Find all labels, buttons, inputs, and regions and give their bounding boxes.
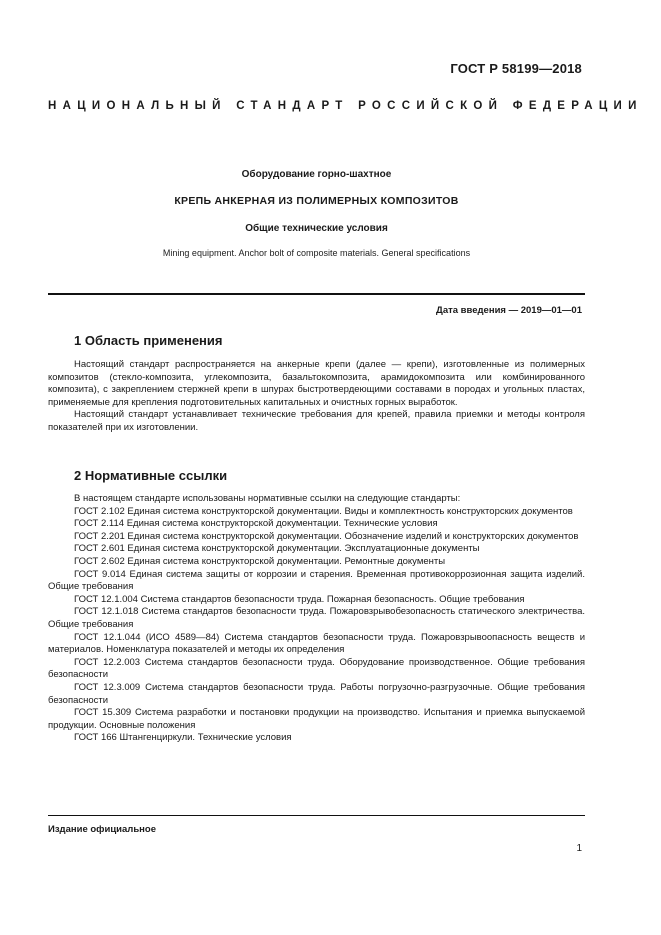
paragraph: Настоящий стандарт распространяется на анкерные крепи (далее — крепи), изготовленные из полимерных композитов (стекло-композита, углекомпозита, базальтокомпозита, арамидокомпозита или комбинированного композита), с закреплением стержней крепи в шпурах быстротвердеющими составами в породах и угольных пластах, применяемые для крепления подготовительных капитальных и очистных горных выработок. [48,359,585,408]
document-number: ГОСТ Р 58199—2018 [450,61,582,76]
reference-item: ГОСТ 15.309 Система разработки и постановки продукции на производство. Испытания и приемка выпускаемой продукции. Основные положения [48,707,585,731]
section-heading: 2 Нормативные ссылки [74,468,228,483]
reference-item: ГОСТ 12.1.044 (ИСО 4589—84) Система стандартов безопасности труда. Пожаровзрывоопасность веществ и материалов. Номенклатура показателей и методы их определения [48,631,585,656]
reference-item: ГОСТ 12.2.003 Система стандартов безопасности труда. Оборудование производственное. Общие требования безопасности [48,656,585,681]
official-edition-label: Издание официальное [48,824,156,835]
reference-item: ГОСТ 9.014 Единая система защиты от коррозии и старения. Временная противокоррозионная защита изделий. Общие требования [48,568,585,593]
document-subtitle: Общие технические условия [245,223,388,234]
reference-item: ГОСТ 2.102 Единая система конструкторской документации. Виды и комплектность конструкторских документов [74,505,573,517]
title-field: Оборудование горно-шахтное [241,169,392,180]
page-number: 1 [576,843,582,854]
footer-divider [48,815,585,816]
reference-item: ГОСТ 166 Штангенциркули. Технические условия [74,732,292,744]
reference-item: ГОСТ 12.3.009 Система стандартов безопасности труда. Работы погрузочно-разгрузочные. Общие требования безопасности [48,681,585,706]
section-heading: 1 Область применения [74,333,223,348]
title-divider [48,293,585,295]
reference-item: ГОСТ 2.602 Единая система конструкторской документации. Ремонтные документы [74,555,446,567]
reference-item: ГОСТ 2.114 Единая система конструкторской документации. Технические условия [74,518,438,530]
national-standard-heading: НАЦИОНАЛЬНЫЙ СТАНДАРТ РОССИЙСКОЙ ФЕДЕРАЦИИ [48,100,643,112]
reference-item: ГОСТ 12.1.004 Система стандартов безопасности труда. Пожарная безопасность. Общие требования [74,593,525,605]
section-normative-references [48,468,585,745]
paragraph: В настоящем стандарте использованы нормативные ссылки на следующие стандарты: [74,493,461,504]
document-title: КРЕПЬ АНКЕРНАЯ ИЗ ПОЛИМЕРНЫХ КОМПОЗИТОВ [174,195,459,207]
reference-item: ГОСТ 2.601 Единая система конструкторской документации. Эксплуатационные документы [74,543,480,555]
section-scope [48,333,585,435]
reference-item: ГОСТ 2.201 Единая система конструкторской документации. Обозначение изделий и конструкторских документов [74,530,579,542]
reference-item: ГОСТ 12.1.018 Система стандартов безопасности труда. Пожаровзрывобезопасность статического электричества. Общие требования [48,606,585,630]
paragraph: Настоящий стандарт устанавливает технические требования для крепей, правила приемки и методы контроля показателей при их изготовлении. [48,409,585,433]
introduction-date: Дата введения — 2019—01—01 [436,305,582,316]
english-title: Mining equipment. Anchor bolt of composite materials. General specifications [162,248,471,258]
